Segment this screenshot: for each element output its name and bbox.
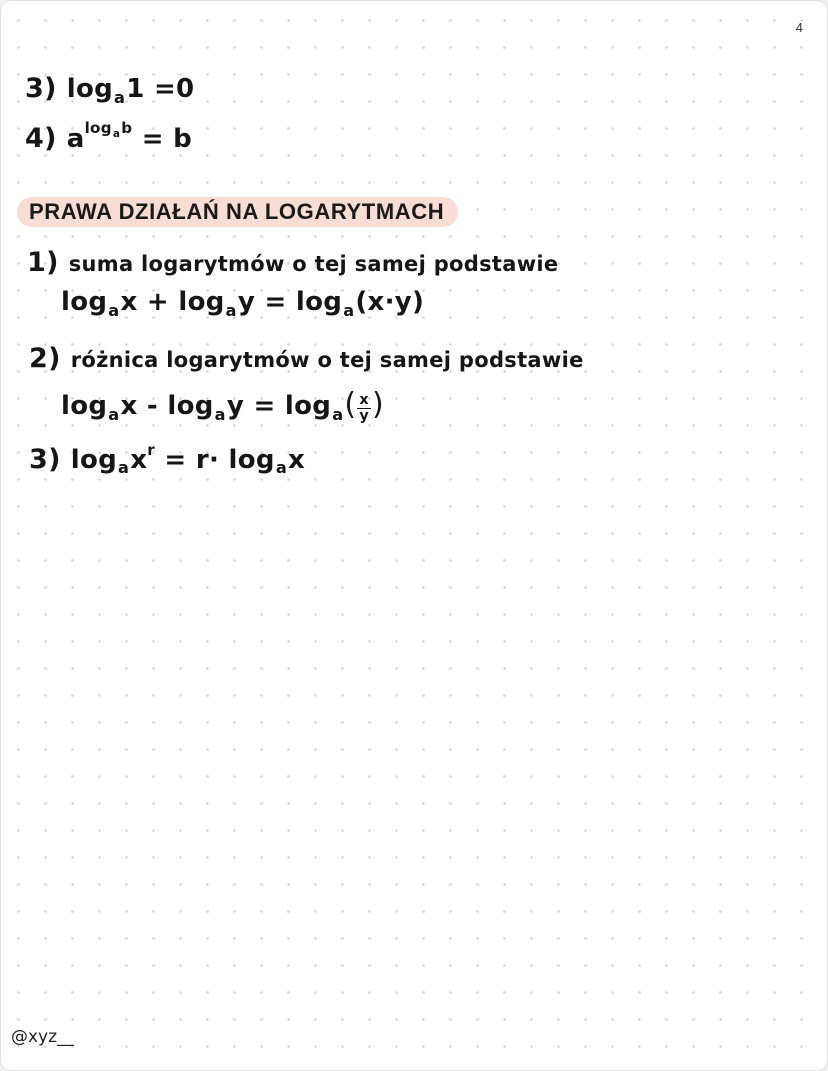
notebook-page (1, 1, 827, 1070)
log-base: a (108, 404, 120, 424)
log-argument: y (237, 287, 256, 317)
property-4 (25, 119, 192, 154)
fraction (357, 393, 371, 424)
log-text: log (167, 391, 214, 421)
exponent-log: log (84, 119, 112, 137)
law-1-description: suma logarytmów o tej samej podstawie (68, 252, 559, 276)
log-text: log (61, 287, 108, 317)
power-exponent (84, 119, 133, 140)
log-argument: y (226, 391, 245, 421)
argument-exponent: r (147, 441, 156, 459)
log-base: a (114, 87, 126, 107)
equals-sign: = (264, 287, 287, 317)
law-1-title (27, 247, 558, 278)
law-1-number: 1) (27, 247, 59, 278)
log-base: a (225, 300, 237, 320)
minus-operator: - (146, 391, 158, 421)
log-base: a (118, 458, 130, 478)
log-argument: (x·y) (355, 287, 425, 317)
law-2-description: różnica logarytmów o tej samej podstawie (70, 348, 584, 372)
log-text: log (66, 74, 114, 104)
section-heading: PRAWA DZIAŁAŃ NA LOGARYTMACH (17, 197, 458, 227)
coefficient: r· (195, 444, 220, 475)
equals-sign: = (164, 444, 187, 475)
log-base: a (108, 300, 120, 320)
author-signature: @xyz__ (11, 1027, 75, 1047)
log-argument: 1 (126, 74, 145, 104)
law-3-number: 3) (29, 443, 61, 475)
exponent-log-argument: b (121, 119, 133, 137)
law-2-number: 2) (29, 343, 61, 374)
property-3 (25, 73, 194, 107)
law-3-formula (70, 441, 306, 478)
property-3-number: 3) (25, 73, 57, 104)
law-1-formula (61, 287, 424, 320)
equals-sign: = (253, 391, 276, 421)
log-base: a (332, 404, 344, 424)
close-paren: ) (372, 387, 385, 422)
log-text: log (228, 444, 275, 475)
property-4-number: 4) (25, 122, 57, 154)
formula-rhs: =0 (153, 74, 195, 104)
log-argument: x (287, 444, 306, 475)
log-argument: x (130, 444, 148, 475)
log-base: a (214, 404, 226, 424)
property-4-formula (66, 119, 193, 154)
log-text: log (295, 287, 343, 317)
law-2-formula (61, 387, 384, 424)
law-3 (29, 441, 305, 477)
log-text: log (61, 391, 108, 421)
log-text: log (178, 287, 225, 317)
log-base: a (343, 300, 355, 320)
exponent-log-base: a (112, 127, 121, 140)
log-argument: x (120, 287, 138, 317)
law-2-title (29, 343, 584, 374)
log-base: a (275, 458, 287, 478)
log-argument: x (120, 391, 138, 421)
log-text: log (284, 391, 332, 421)
plus-operator: + (146, 287, 169, 317)
open-paren: ( (344, 387, 357, 422)
formula-rhs: = b (141, 123, 193, 154)
log-text: log (70, 444, 118, 475)
fraction-numerator: x (357, 393, 371, 409)
page-number: 4 (795, 20, 803, 35)
property-3-formula (66, 74, 195, 107)
fraction-denominator: y (359, 408, 369, 425)
power-base: a (66, 123, 85, 154)
